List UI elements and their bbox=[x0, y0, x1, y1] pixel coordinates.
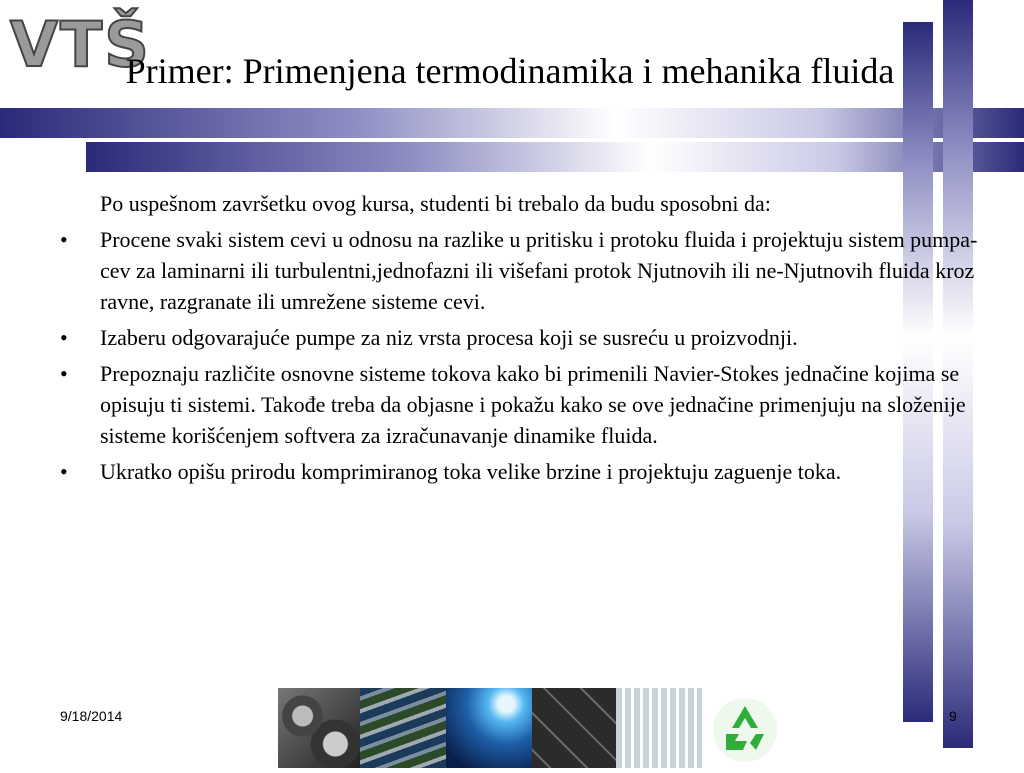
bullet-text: Izaberu odgovarajuće pumpe za niz vrsta procesa koji se susreću u proizvodnji. bbox=[100, 325, 798, 350]
header-bar-bottom bbox=[86, 142, 1024, 172]
bullet-icon: • bbox=[60, 325, 68, 350]
page-number: 9 bbox=[949, 708, 957, 724]
slide-body bbox=[60, 188, 980, 492]
building-image bbox=[616, 688, 702, 768]
bullet-icon: • bbox=[60, 227, 68, 252]
recycle-icon bbox=[702, 688, 788, 768]
bullet-text: Ukratko opišu prirodu komprimiranog toka velike brzine i projektuju zaguenje toka. bbox=[100, 459, 842, 484]
recycle-image bbox=[702, 688, 788, 768]
keyboard-image bbox=[532, 688, 616, 768]
intro-text: Po uspešnom završetku ovog kursa, studenti bi trebalo da budu sposobni da: bbox=[100, 191, 771, 216]
svg-text:VTŠ: VTŠ bbox=[10, 8, 151, 81]
bullet-icon: • bbox=[60, 361, 68, 386]
list-item bbox=[60, 358, 980, 451]
fiber-optic-image bbox=[446, 688, 532, 768]
footer-date: 9/18/2014 bbox=[60, 708, 123, 724]
list-item bbox=[60, 322, 980, 353]
cars-image bbox=[360, 688, 446, 768]
bullet-text: Procene svaki sistem cevi u odnosu na razlike u pritisku i protoku fluida i projektuju sistem pumpa-cev za laminarni ili turbulentni,jednofazni ili višefani protok Njutnovih ili ne-Njutnovih fluida kroz ravne, razgranate ili umrežene sisteme cevi. bbox=[100, 227, 978, 314]
list-item bbox=[60, 456, 980, 487]
bullet-icon: • bbox=[60, 459, 68, 484]
gears-image bbox=[278, 688, 360, 768]
bullet-text: Prepoznaju različite osnovne sisteme tokova kako bi primenili Navier-Stokes jednačine kojima se opisuju ti sistemi. Takođe treba da objasne i pokažu kako se ove jednačine primenjuju na složenije sisteme korišćenjem softvera za izračunavanje dinamike fluida. bbox=[100, 361, 966, 448]
slide-title: Primer: Primenjena termodinamika i mehanika fluida bbox=[125, 51, 895, 91]
list-item bbox=[60, 224, 980, 317]
header-bar-top bbox=[0, 108, 1024, 138]
bullet-list bbox=[60, 224, 980, 487]
